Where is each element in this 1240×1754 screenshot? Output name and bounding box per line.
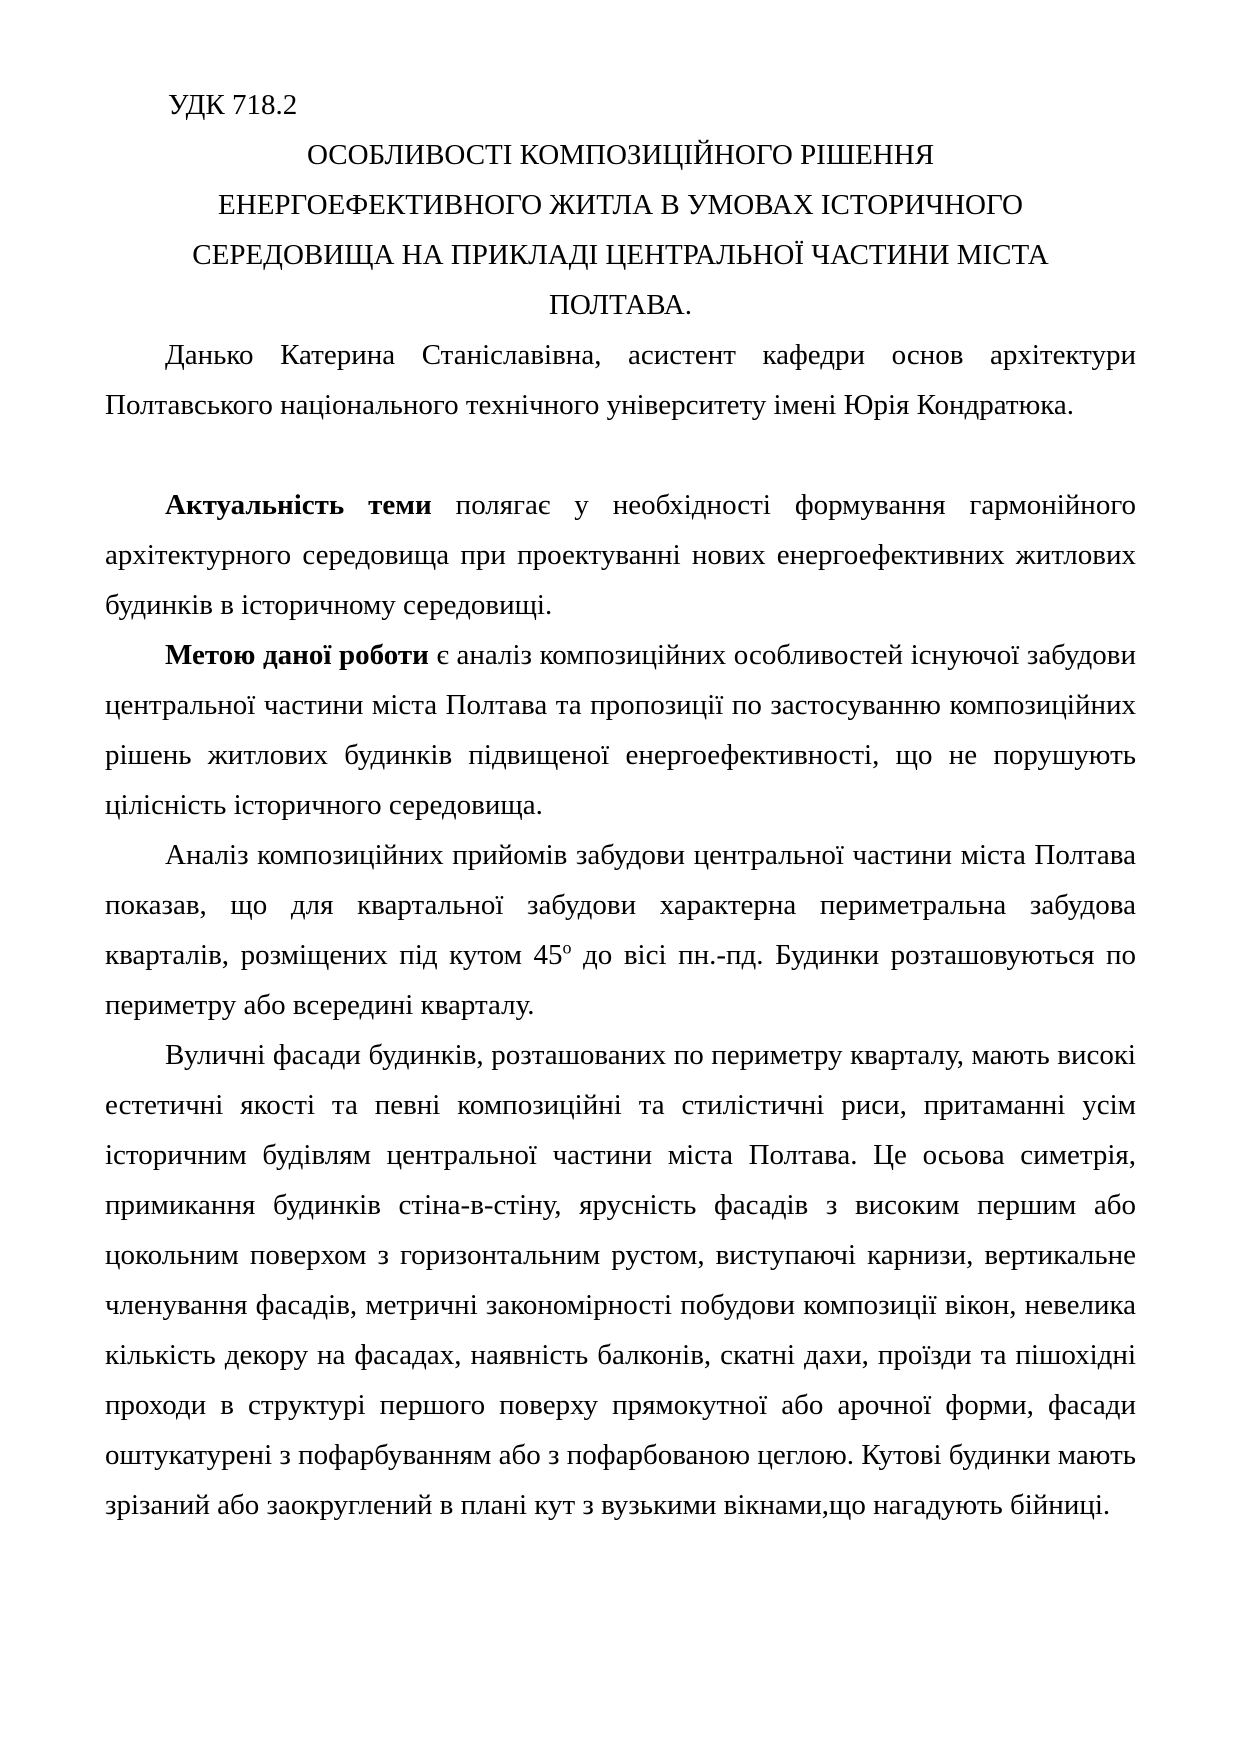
paragraph-analysis-text-before-degree: Аналіз композиційних прийомів забудови центральної частини міста Полтава показав, що для квартальної забудови характерна периметральна забудова кварталів, розміщених під кутом 45 — [105, 839, 1136, 971]
paragraph-analysis-text-after-degree: до вісі пн.-пд. Будинки розташовуються по периметру або всередині кварталу. — [105, 939, 1136, 1021]
udc-code: УДК 718.2 — [168, 89, 298, 121]
paragraph-topicality-lead: Актуальність теми — [165, 489, 432, 521]
paragraph-facades-text: Вуличні фасади будинків, розташованих по периметру кварталу, мають високі естетичні якості та певні композиційні та стилістичні риси, притаманні усім історичним будівлям центральної частини міста Полтава. Це осьова симетрія, примикання будинків стіна-в-стіну, ярусність фасадів з високим першим або цокольним поверхом з горизонтальним рустом, виступаючі карнизи, вертикальне членування фасадів, метричні закономірності побудови композиції вікон, невелика кількість декору на фасадах, наявність балконів, скатні дахи, проїзди та пішохідні проходи в структурі першого поверху прямокутної або арочної форми, фасади оштукатурені з пофарбуванням або з пофарбованою цеглою. Кутові будинки мають зрізаний або заокруглений в плані кут з вузькими вікнами,що нагадують бійниці. — [105, 1039, 1136, 1521]
paragraph-topicality — [105, 480, 1136, 630]
paragraph-analysis — [105, 830, 1136, 1030]
author-paragraph: Данько Катерина Станіславівна, асистент кафедри основ архітектури Полтавського національного технічного університету імені Юрія Кондратюка. — [105, 339, 1136, 421]
paragraph-goal — [105, 630, 1136, 830]
title-line-4: ПОЛТАВА. — [548, 289, 693, 321]
paragraph-goal-text: є аналіз композиційних особливостей існуючої забудови центральної частини міста Полтава та пропозиції по застосуванню композиційних рішень житлових будинків підвищеної енергоефективності, що не порушують цілісність історичного середовища. — [105, 639, 1136, 821]
title-line-1: ОСОБЛИВОСТІ КОМПОЗИЦІЙНОГО РІШЕННЯ — [306, 139, 935, 171]
blank-line-spacer — [105, 430, 1136, 480]
paragraph-topicality-text: полягає у необхідності формування гармонійного архітектурного середовища при проектуванні нових енергоефективних житлових будинків в історичному середовищі. — [105, 489, 1136, 621]
document-title — [105, 130, 1136, 330]
paragraph-goal-lead: Метою даної роботи — [165, 639, 429, 671]
degree-superscript: о — [562, 937, 572, 958]
title-line-2: ЕНЕРГОЕФЕКТИВНОГО ЖИТЛА В УМОВАХ ІСТОРИЧНОГО — [218, 189, 1023, 221]
title-line-3: СЕРЕДОВИЩА НА ПРИКЛАДІ ЦЕНТРАЛЬНОЇ ЧАСТИНИ МІСТА — [192, 239, 1049, 271]
paragraph-facades — [105, 1030, 1136, 1530]
